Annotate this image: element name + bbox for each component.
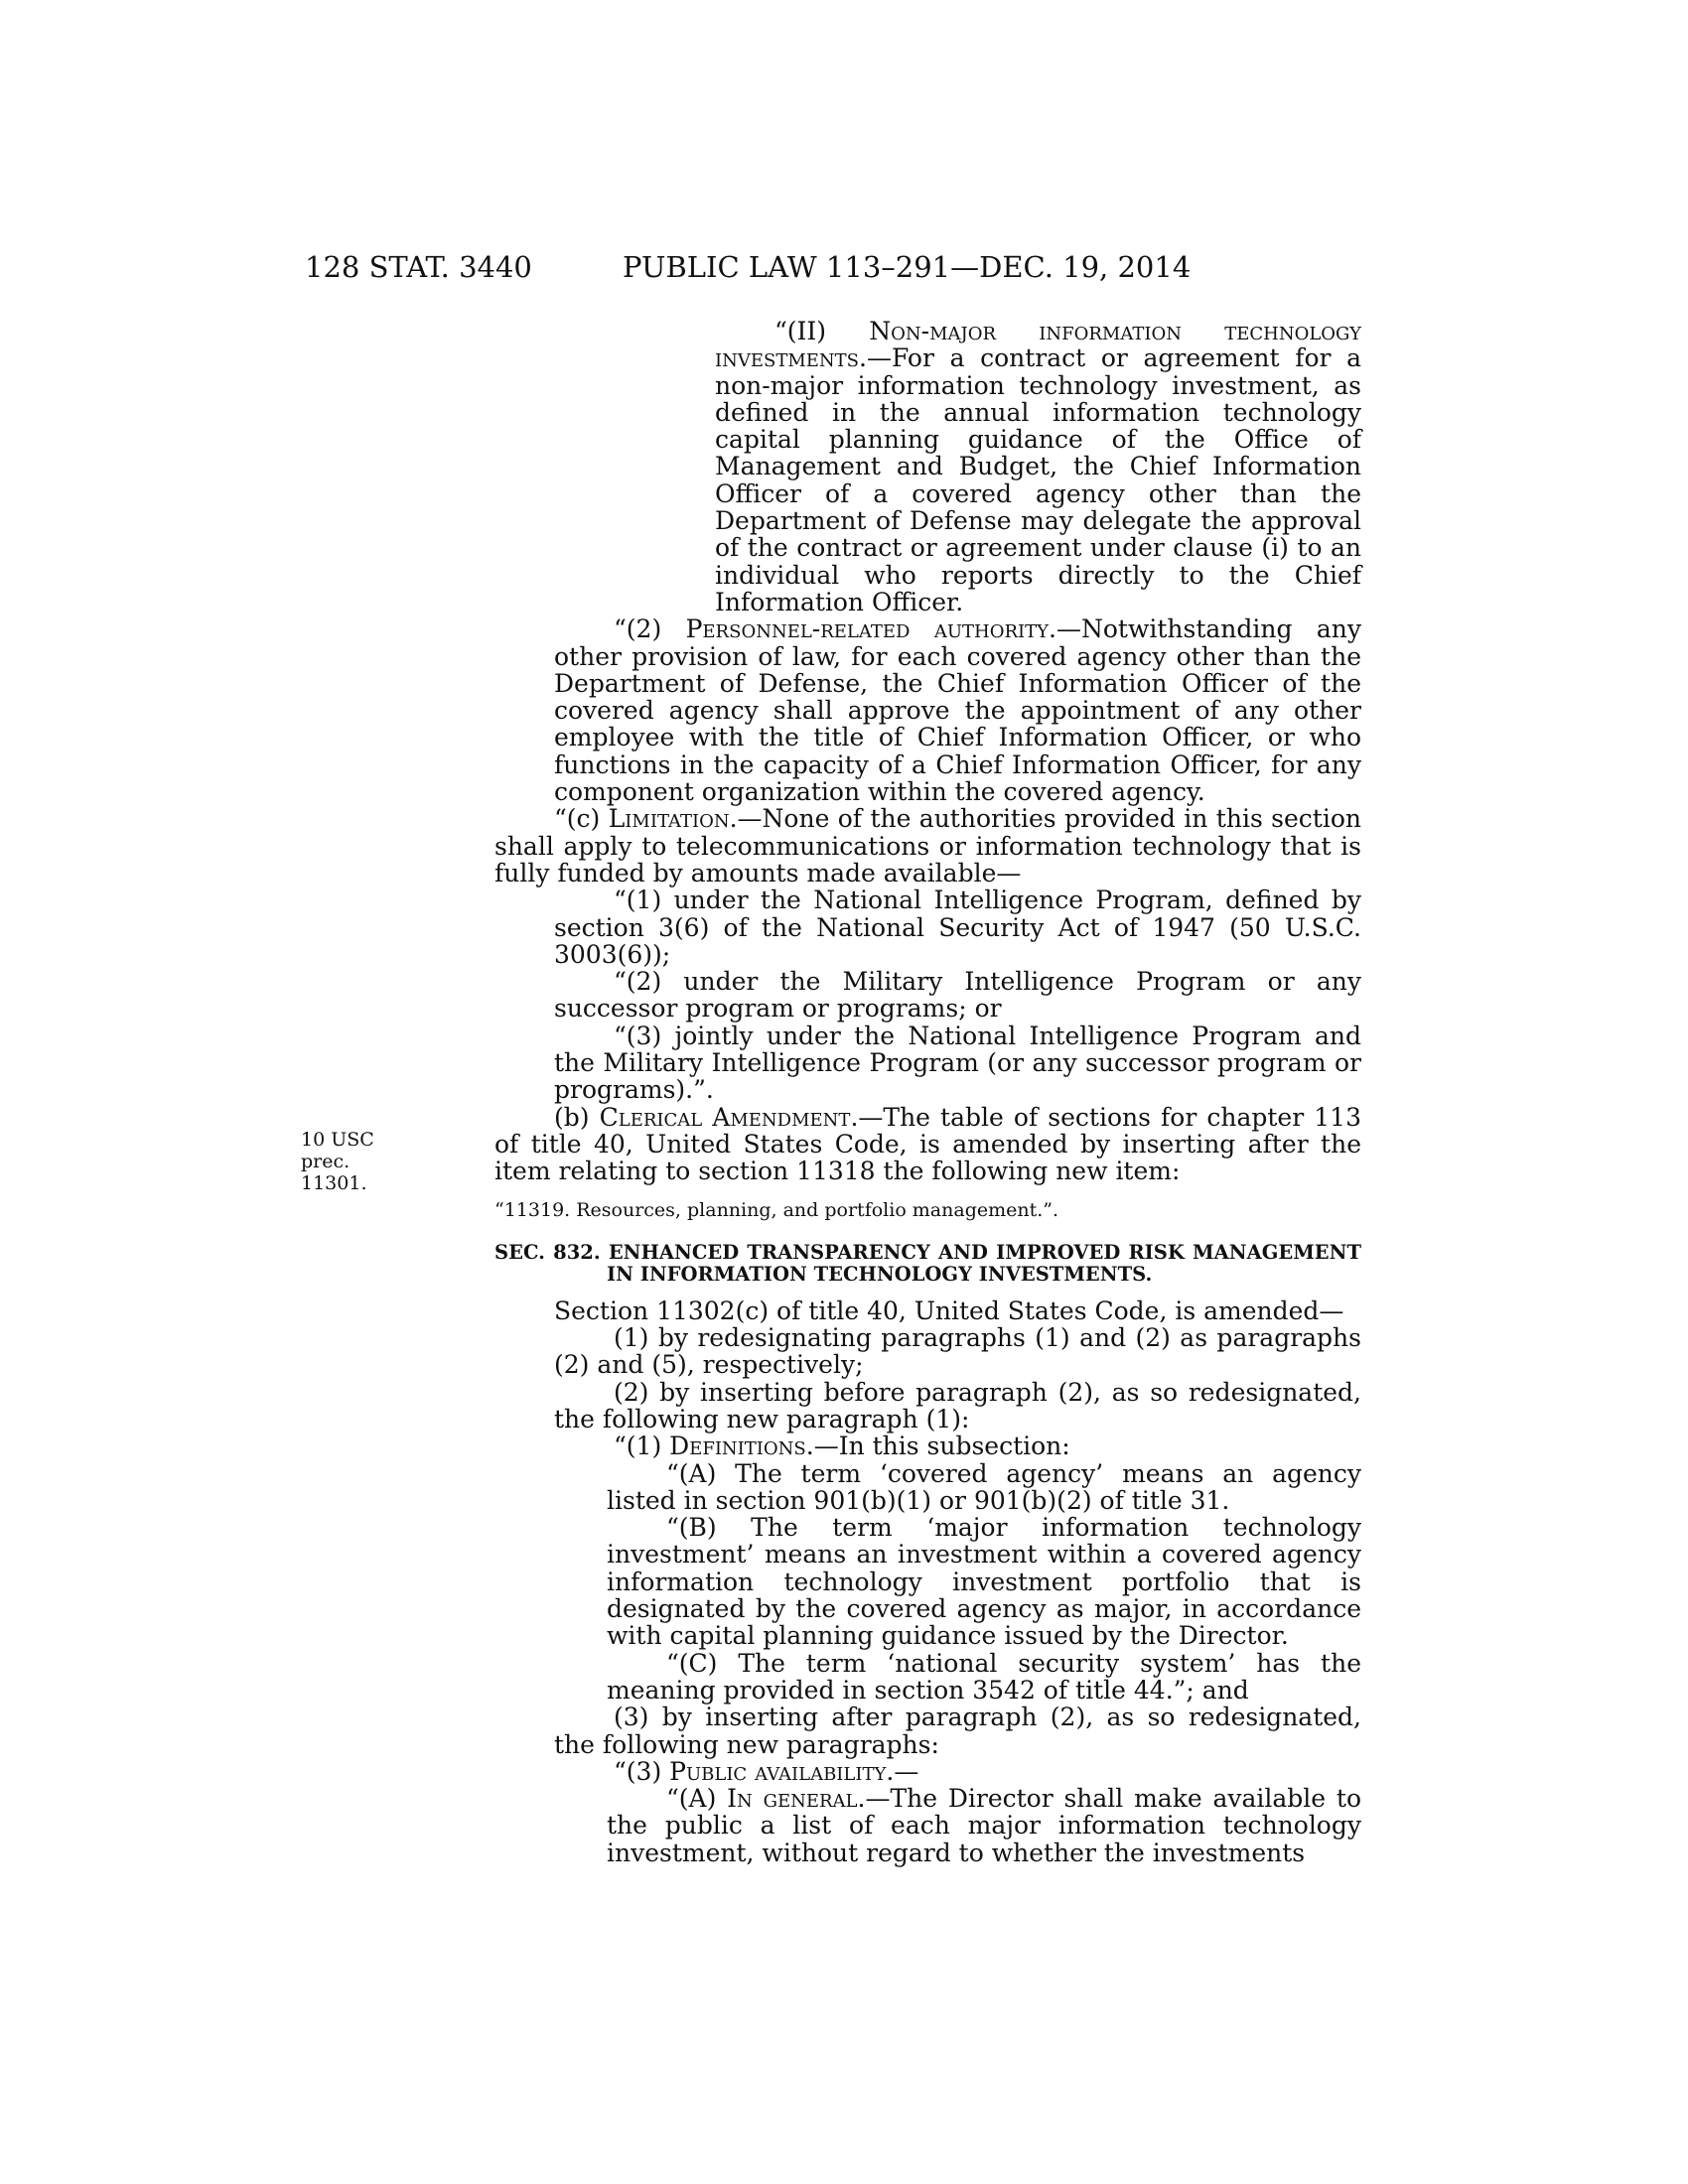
- margin-note-line: prec. 11301.: [301, 1151, 367, 1194]
- paragraph: “(1) under the National Intelligence Program, defined by section 3(6) of the National Security Act of 1947 (50 U.S.C. 3003(6));: [554, 886, 1361, 969]
- paragraph: “(2) under the Military Intelligence Program or any successor program or programs; or: [554, 967, 1361, 1024]
- paragraph: (b) Clerical Amendment.—The table of sections for chapter 113 of title 40, United States Code, is amended by inserting after the item relating to section 11318 the following new item:: [494, 1102, 1361, 1186]
- paragraph-heading: In general.: [727, 1784, 866, 1814]
- statute-reference: 128 STAT. 3440: [305, 250, 532, 284]
- paragraph: “(C) The term ‘national security system’ has the meaning provided in section 3542 of title 44.”; and: [607, 1648, 1361, 1705]
- paragraph: “(II) Non-major information technology investments.—For a contract or agreement for a non-major information technology investment, as defined in the annual information technology capital planning guidance of the Office of Management and Budget, the Chief Information Officer of a covered agency other than the Department of Defense may delegate the approval of the contract or agreement under clause (i) to an individual who reports directly to the Chief Information Officer.: [715, 317, 1361, 616]
- page-header: [305, 250, 1377, 290]
- paragraph: “(3) Public availability.—: [614, 1756, 919, 1786]
- paragraph: “(A) In general.—The Director shall make available to the public a list of each major information technology investment, without regard to whether the investments: [607, 1784, 1361, 1867]
- paragraph: “(A) The term ‘covered agency’ means an agency listed in section 901(b)(1) or 901(b)(2) of title 31.: [607, 1458, 1361, 1515]
- paragraph: (1) by redesignating paragraphs (1) and (2) as paragraphs (2) and (5), respectively;: [554, 1323, 1361, 1380]
- section-heading: SEC. 832. ENHANCED TRANSPARENCY AND IMPROVED RISK MANAGEMENT IN INFORMATION TECHNOLOGY INVESTMENTS.: [494, 1240, 1361, 1286]
- paragraph-heading: Clerical Amendment.: [599, 1102, 859, 1132]
- table-of-sections-item: “11319. Resources, planning, and portfolio management.”.: [494, 1198, 1059, 1221]
- paragraph: “(1) Definitions.—In this subsection:: [614, 1432, 1070, 1461]
- paragraph: “(c) Limitation.—None of the authorities provided in this section shall apply to telecommunications or information technology that is fully funded by amounts made available—: [494, 804, 1361, 887]
- margin-note: [301, 1129, 420, 1194]
- paragraph: Section 11302(c) of title 40, United States Code, is amended—: [554, 1296, 1344, 1325]
- paragraph-heading: Non-major information technology investments.: [715, 317, 1361, 373]
- paragraph-heading: Definitions.: [669, 1432, 814, 1461]
- paragraph: “(B) The term ‘major information technology investment’ means an investment within a covered agency information technology investment portfolio that is designated by the covered agency as major, in accordance with capital planning guidance issued by the Director.: [607, 1513, 1361, 1651]
- paragraph: (3) by inserting after paragraph (2), as so redesignated, the following new paragraphs:: [554, 1703, 1361, 1759]
- margin-note-line: 10 USC: [301, 1129, 374, 1151]
- paragraph-heading: Personnel-related authority.: [685, 614, 1056, 644]
- running-head: PUBLIC LAW 113–291—DEC. 19, 2014: [623, 250, 1192, 284]
- paragraph-heading: Limitation.: [608, 804, 738, 834]
- paragraph: (2) by inserting before paragraph (2), as so redesignated, the following new paragraph (1):: [554, 1377, 1361, 1433]
- document-body: [494, 318, 1361, 1866]
- paragraph: “(2) Personnel-related authority.—Notwithstanding any other provision of law, for each covered agency other than the Department of Defense, the Chief Information Officer of the covered agency shall approve the appointment of any other employee with the title of Chief Information Officer, or who functions in the capacity of a Chief Information Officer, for any component organization within the covered agency.: [554, 614, 1362, 807]
- paragraph-heading: Public availability.: [669, 1756, 895, 1786]
- paragraph: “(3) jointly under the National Intelligence Program and the Military Intelligence Program (or any successor program or programs).”.: [554, 1021, 1361, 1105]
